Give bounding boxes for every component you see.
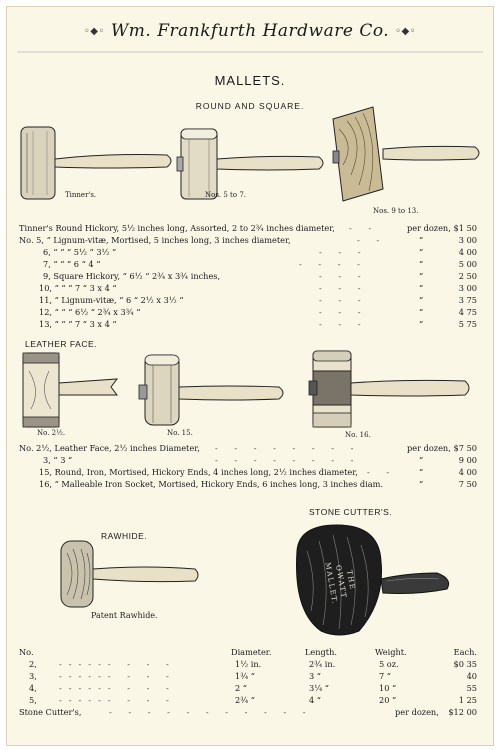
rawhide-heading: RAWHIDE. xyxy=(101,531,148,541)
cell-length: 2¾ in. xyxy=(309,659,336,669)
caption-nos-5-to-7: Nos. 5 to 7. xyxy=(205,191,246,199)
row-price: 3 00 xyxy=(458,235,477,245)
row-desc: 11, “ Lignum-vitæ, “ 6 “ 2½ x 3½ “ xyxy=(39,295,184,305)
caption-tinners: Tinner's. xyxy=(65,191,97,199)
row-dots: - - xyxy=(367,467,397,477)
leather-face-mallet-illustration xyxy=(19,351,129,429)
cell-weight: 7 “ xyxy=(379,671,391,681)
stone-row-price: $12 00 xyxy=(448,707,477,717)
company-header xyxy=(7,21,493,41)
cell-diameter: 2 “ xyxy=(235,683,247,693)
row-unit: “ xyxy=(419,479,424,489)
row-unit: “ xyxy=(419,319,424,329)
row-dots: - - - xyxy=(319,283,368,293)
row-dots: - - xyxy=(357,235,387,245)
row-unit: “ xyxy=(419,259,424,269)
row-desc: 9, Square Hickory, “ 6½ “ 2¾ x 3¾ inches, xyxy=(43,271,221,281)
table-header-row xyxy=(19,647,477,659)
row-desc: 16, “ Malleable Iron Socket, Mortised, Hickory Ends, 6 inches long, 3 inches diam. xyxy=(39,479,384,489)
row-desc: 3, “ 3 “ xyxy=(43,455,73,465)
cell-weight: 10 “ xyxy=(379,683,397,693)
table-row xyxy=(19,671,477,683)
col-header-length: Length. xyxy=(305,647,337,657)
row-dots: ------ - - - xyxy=(59,671,176,681)
row-unit: “ xyxy=(419,295,424,305)
row-unit: “ xyxy=(419,271,424,281)
row-dots: ------ - - - xyxy=(59,695,176,705)
price-row xyxy=(19,247,477,259)
row-price: 3 75 xyxy=(458,295,477,305)
row-price: 4 00 xyxy=(458,467,477,477)
row-desc: No. 5, “ Lignum-vitæ, Mortised, 5 inches long, 3 inches diameter, xyxy=(19,235,291,245)
page-title: MALLETS. xyxy=(214,73,286,88)
row-dots: - - - - xyxy=(299,259,367,269)
header-ornament-left: ◦◆◦ xyxy=(83,26,105,37)
row-desc: 12, “ “ “ 6½ “ 2¾ x 3¾ “ xyxy=(39,307,141,317)
row-dots: - - - xyxy=(319,247,368,257)
company-name: Wm. Frankfurth Hardware Co. xyxy=(110,21,390,41)
price-row xyxy=(19,307,477,319)
leather-face-heading: LEATHER FACE. xyxy=(25,339,97,349)
price-row xyxy=(19,271,477,283)
cell-each: 1 25 xyxy=(458,695,477,705)
round-iron-mallet-illustration xyxy=(129,351,289,429)
row-unit: per dozen, xyxy=(407,443,451,453)
stone-cutters-mallet-illustration xyxy=(287,521,457,639)
col-header-each: Each. xyxy=(453,647,477,657)
price-row xyxy=(19,283,477,295)
header-ornament-right: ◦◆◦ xyxy=(395,26,417,37)
square-mallet-illustration xyxy=(325,105,485,205)
price-row xyxy=(19,295,477,307)
stone-mallet-stamp: THE OWATT MALLET. xyxy=(323,561,357,606)
row-dots: - - - xyxy=(319,295,368,305)
caption-patent-rawhide: Patent Rawhide. xyxy=(91,611,158,620)
row-unit: “ xyxy=(419,283,424,293)
header-rule xyxy=(7,51,493,53)
caption-no-2-half: No. 2½. xyxy=(37,429,66,437)
cell-each: 40 xyxy=(466,671,477,681)
cell-diameter: 1¾ “ xyxy=(235,671,255,681)
col-header-weight: Weight. xyxy=(375,647,407,657)
row-price: 7 50 xyxy=(458,479,477,489)
cell-length: 3 “ xyxy=(309,671,321,681)
row-unit: “ xyxy=(419,247,424,257)
price-row xyxy=(19,467,477,479)
row-desc: 13, “ “ “ 7 “ 3 x 4 “ xyxy=(39,319,117,329)
row-dots: - - - xyxy=(319,319,368,329)
row-price: 5 00 xyxy=(458,259,477,269)
col-header-no: No. xyxy=(19,647,34,657)
row-price: $1 50 xyxy=(453,223,477,233)
row-price: 4 00 xyxy=(458,247,477,257)
caption-no-15: No. 15. xyxy=(167,429,193,437)
row-dots: - - - xyxy=(319,271,368,281)
row-dots: - - - xyxy=(319,307,368,317)
row-desc: Tinner's Round Hickory, 5½ inches long, Assorted, 2 to 2¾ inches diameter, xyxy=(19,223,335,233)
row-price: 4 75 xyxy=(458,307,477,317)
cell-diameter: 2¾ “ xyxy=(235,695,255,705)
row-desc: 10, “ “ “ 7 “ 3 x 4 “ xyxy=(39,283,117,293)
cell-each: 55 xyxy=(466,683,477,693)
tinners-mallet-illustration xyxy=(17,121,177,205)
price-row xyxy=(19,235,477,247)
cell-length: 4 “ xyxy=(309,695,321,705)
row-unit: “ xyxy=(419,467,424,477)
row-unit: per dozen, xyxy=(407,223,451,233)
catalog-page xyxy=(6,6,494,746)
row-dots: ------ - - - xyxy=(59,683,176,693)
row-desc: 6, “ “ “ 5½ “ 3½ “ xyxy=(43,247,117,257)
row-unit: “ xyxy=(419,307,424,317)
rawhide-mallet-illustration xyxy=(55,539,205,609)
price-row xyxy=(19,443,477,455)
table-row xyxy=(19,683,477,695)
round-square-heading: ROUND AND SQUARE. xyxy=(195,101,305,111)
row-price: 2 50 xyxy=(458,271,477,281)
row-desc: 15, Round, Iron, Mortised, Hickory Ends, 4 inches long, 2½ inches diameter, xyxy=(39,467,358,477)
row-desc: 7, “ “ “ 6 “ 4 “ xyxy=(43,259,101,269)
price-row xyxy=(19,455,477,467)
col-header-diameter: Diameter. xyxy=(231,647,272,657)
row-price: $7 50 xyxy=(453,443,477,453)
cell-diameter: 1½ in. xyxy=(235,659,262,669)
cell-weight: 5 oz. xyxy=(379,659,399,669)
malleable-iron-mallet-illustration xyxy=(305,347,475,431)
row-desc: No. 2½, Leather Face, 2½ inches Diameter, xyxy=(19,443,200,453)
caption-no-16: No. 16. xyxy=(345,431,371,439)
price-row xyxy=(19,479,477,491)
cell-each: $0 35 xyxy=(453,659,477,669)
table-row xyxy=(19,659,477,671)
table-row xyxy=(19,695,477,707)
row-unit: “ xyxy=(419,455,424,465)
price-row xyxy=(19,223,477,235)
row-dots: - - - - - - - - xyxy=(215,443,361,453)
lignum-vitae-mallet-illustration xyxy=(169,121,329,205)
row-dots: - - - - - - - - xyxy=(215,455,361,465)
cell-length: 3¼ “ xyxy=(309,683,329,693)
cell-no: 3, xyxy=(29,671,37,681)
price-row xyxy=(19,319,477,331)
stone-row-label: Stone Cutter's, xyxy=(19,707,82,717)
row-price: 9 00 xyxy=(458,455,477,465)
row-dots: - - xyxy=(349,223,379,233)
cell-no: 5, xyxy=(29,695,37,705)
cell-no: 2, xyxy=(29,659,37,669)
stone-cutters-heading: STONE CUTTER'S. xyxy=(309,507,393,517)
row-price: 5 75 xyxy=(458,319,477,329)
cell-no: 4, xyxy=(29,683,37,693)
table-row-stone-cutters xyxy=(19,707,477,719)
price-row xyxy=(19,259,477,271)
row-dots: ------ - - - xyxy=(59,659,176,669)
cell-weight: 20 “ xyxy=(379,695,397,705)
row-unit: “ xyxy=(419,235,424,245)
caption-nos-9-to-13: Nos. 9 to 13. xyxy=(373,207,419,215)
stone-row-unit: per dozen, xyxy=(395,707,439,717)
row-dots: - - - - - - - - - - - xyxy=(109,707,313,717)
row-price: 3 00 xyxy=(458,283,477,293)
